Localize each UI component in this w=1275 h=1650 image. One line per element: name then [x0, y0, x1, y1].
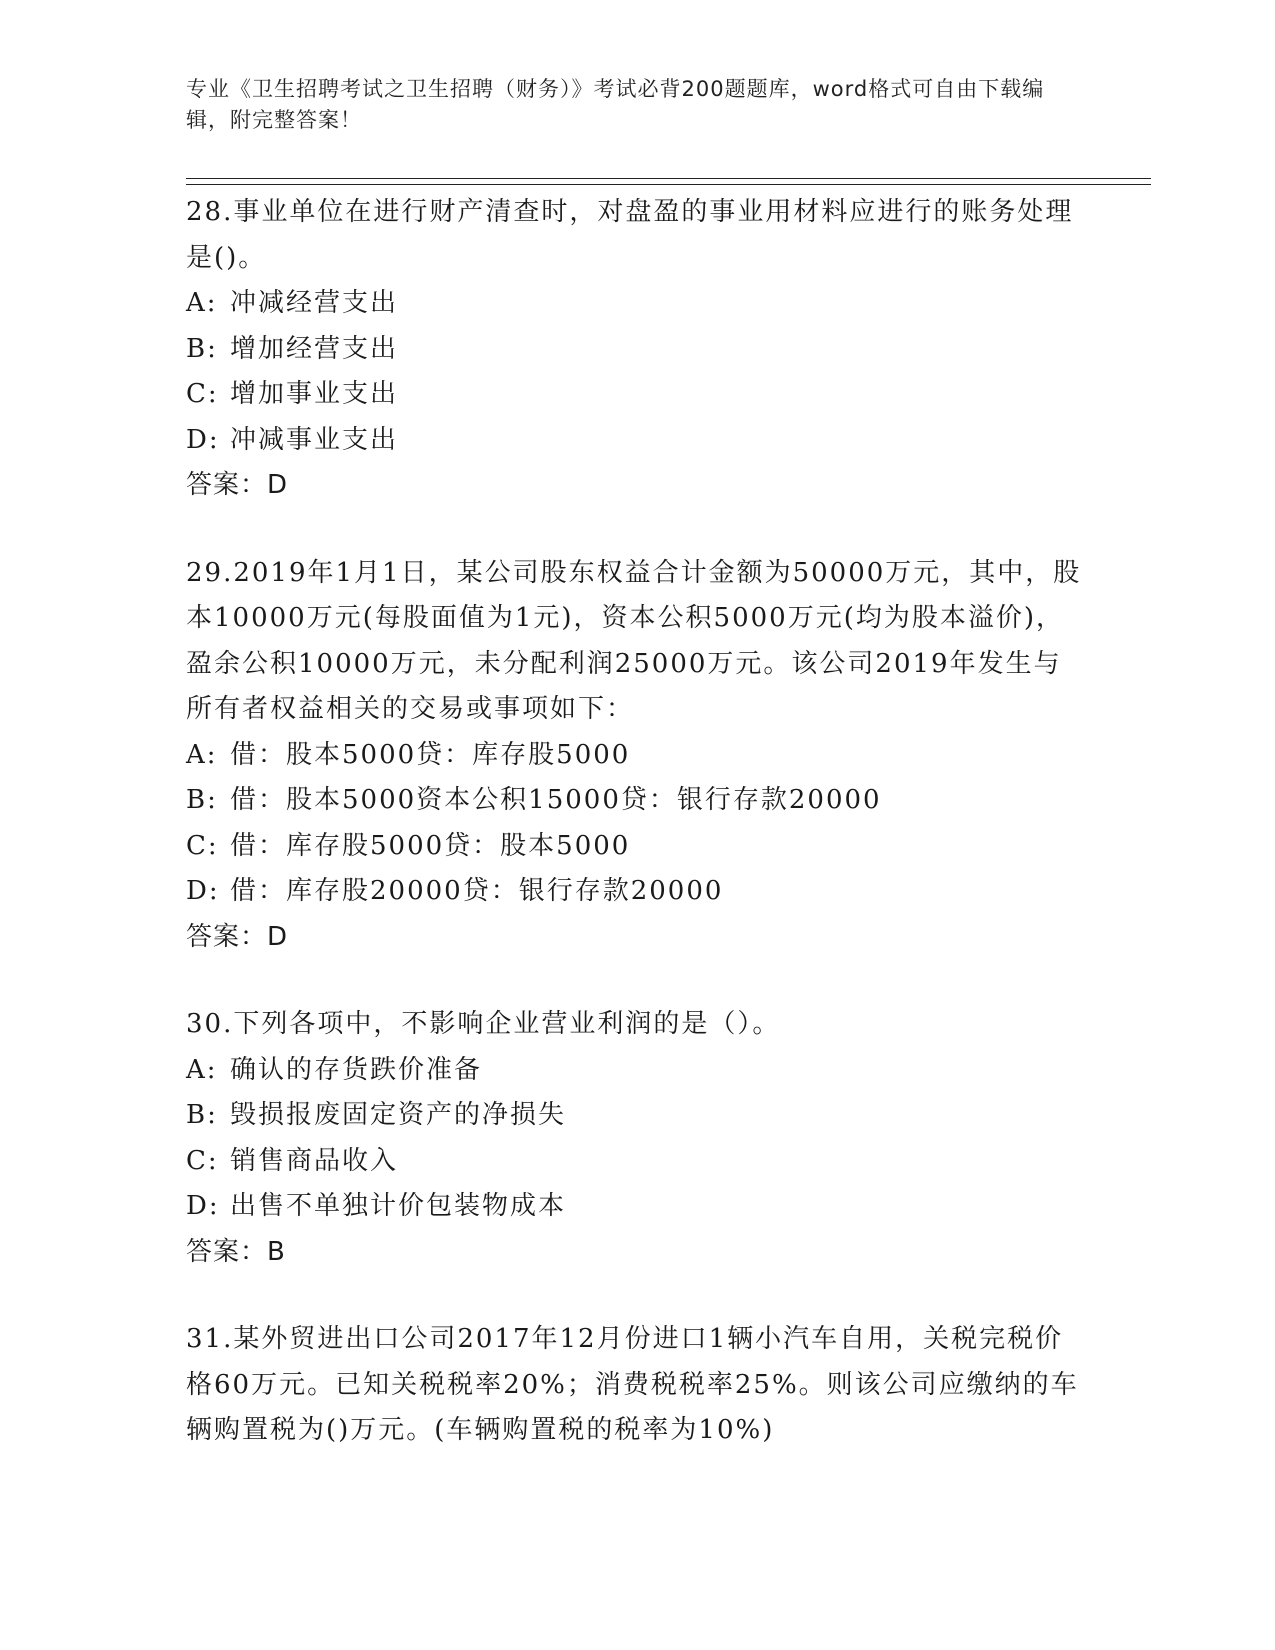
option-text: 借：库存股20000贷：银行存款20000: [230, 876, 724, 906]
option-text: 毁损报废固定资产的净损失: [230, 1100, 567, 1130]
option-d: [186, 418, 1086, 464]
option-letter: C:: [186, 830, 219, 861]
question-stem: 30.下列各项中，不影响企业营业利润的是（）。: [186, 1009, 781, 1039]
option-letter: D:: [186, 1191, 220, 1221]
option-text: 增加事业支出: [230, 379, 399, 409]
header-divider-bottom: [186, 184, 1151, 185]
option-letter: D:: [186, 424, 220, 455]
option-letter: C:: [186, 1145, 219, 1176]
option-letter: A:: [186, 288, 218, 318]
option-text: 销售商品收入: [230, 1145, 399, 1176]
option-d: [186, 869, 1086, 915]
question-stem: 28.事业单位在进行财产清查时，对盘盈的事业用材料应进行的账务处理是()。: [186, 197, 1074, 273]
option-text: 确认的存货跌价准备: [230, 1054, 483, 1085]
option-text: 冲减经营支出: [230, 288, 399, 318]
option-letter: B:: [186, 333, 218, 364]
option-text: 增加经营支出: [230, 333, 399, 364]
question-29: [186, 551, 1086, 961]
option-text: 借：股本5000贷：库存股5000: [230, 739, 631, 770]
option-a: [186, 1048, 1086, 1094]
option-a: [186, 733, 1086, 779]
question-28: [186, 190, 1086, 509]
option-text: 出售不单独计价包装物成本: [230, 1191, 567, 1221]
option-c: [186, 372, 1086, 418]
header-divider-top: [186, 178, 1151, 179]
option-letter: A:: [186, 739, 218, 770]
option-a: [186, 281, 1086, 327]
option-letter: C:: [186, 379, 219, 409]
option-letter: B:: [186, 785, 218, 815]
option-letter: D:: [186, 876, 220, 906]
option-c: [186, 1139, 1086, 1185]
question-stem: 31.某外贸进出口公司2017年12月份进口1辆小汽车自用，关税完税价格60万元。已知关税税率20%；消费税税率25%。则该公司应缴纳的车辆购置税为()万元。(车辆购置税的税率为10%): [186, 1324, 1079, 1445]
option-text: 冲减事业支出: [230, 424, 399, 455]
option-text: 借：股本5000资本公积15000贷：银行存款20000: [230, 785, 882, 815]
option-d: [186, 1184, 1086, 1230]
option-letter: B:: [186, 1100, 218, 1130]
answer-line: 答案：D: [186, 921, 289, 952]
question-30: [186, 1002, 1086, 1275]
question-stem: 29.2019年1月1日，某公司股东权益合计金额为50000万元，其中，股本10000万元(每股面值为1元)，资本公积5000万元(均为股本溢价)，盈余公积10000万元，未分配利润25000万元。该公司2019年发生与所有者权益相关的交易或事项如下：: [186, 557, 1082, 724]
option-c: [186, 824, 1086, 870]
option-b: [186, 778, 1086, 824]
document-header: 专业《卫生招聘考试之卫生招聘（财务）》考试必背200题题库，word格式可自由下载编辑，附完整答案！: [186, 77, 1045, 132]
option-letter: A:: [186, 1054, 218, 1085]
option-text: 借：库存股5000贷：股本5000: [230, 830, 631, 861]
option-b: [186, 327, 1086, 373]
question-31: [186, 1317, 1086, 1454]
answer-line: 答案：D: [186, 470, 289, 500]
answer-line: 答案：B: [186, 1236, 286, 1267]
option-b: [186, 1093, 1086, 1139]
question-list: [186, 190, 1086, 1496]
